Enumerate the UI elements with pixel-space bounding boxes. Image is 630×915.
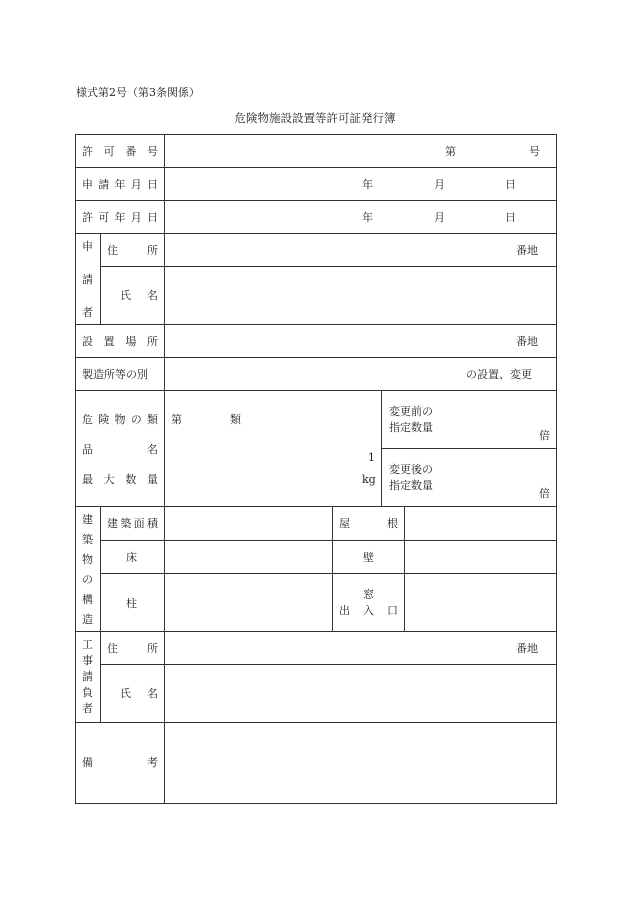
before-quantity-label-2: 指定数量 [389, 421, 433, 434]
building-label-4: の [82, 573, 93, 586]
permit-number-label: 許 可 番 号 [82, 145, 158, 158]
contractor-label-5: 者 [82, 702, 93, 715]
applicant-address-suffix: 番地 [516, 244, 538, 257]
wall-label: 壁 [363, 551, 374, 564]
permit-number-go: 号 [529, 145, 540, 158]
contractor-label-3: 請 [82, 670, 93, 683]
applicant-label-1: 申 [82, 240, 93, 253]
application-month: 月 [434, 178, 445, 191]
applicant-label-3: 者 [82, 306, 93, 319]
hazmat-dai: 第 [171, 413, 182, 426]
floor-area-label: 建 築 面 積 [107, 517, 158, 530]
page-title: 危険物施設設置等許可証発行簿 [234, 111, 396, 125]
building-label-2: 築 [82, 533, 93, 546]
hazmat-max-label: 最 大 数 量 [82, 473, 158, 486]
contractor-label-4: 負 [82, 686, 93, 699]
application-year: 年 [362, 178, 373, 191]
applicant-name-label: 氏 名 [120, 289, 158, 302]
building-label-3: 物 [82, 553, 93, 566]
building-label-1: 建 [82, 513, 93, 526]
permit-day: 日 [505, 211, 516, 224]
window-label: 窓 [363, 588, 374, 601]
before-quantity-unit: 倍 [539, 429, 550, 442]
pillar-label: 柱 [126, 597, 137, 610]
after-quantity-unit: 倍 [539, 487, 550, 500]
permit-date-label: 許 可 年 月 日 [82, 211, 158, 224]
application-date-label: 申 請 年 月 日 [82, 178, 158, 191]
hazmat-item-label: 品 名 [82, 443, 158, 456]
applicant-label-2: 請 [82, 273, 93, 286]
permit-year: 年 [362, 211, 373, 224]
floor-label: 床 [126, 551, 137, 564]
application-day: 日 [505, 178, 516, 191]
contractor-name-label: 氏 名 [120, 687, 158, 700]
after-quantity-label-1: 変更後の [389, 463, 433, 476]
building-label-6: 造 [82, 613, 93, 626]
hazmat-kg: kg [362, 473, 376, 486]
hazmat-class-label: 危 険 物 の 類 [82, 413, 158, 426]
before-quantity-label-1: 変更前の [389, 405, 433, 418]
permit-number-dai: 第 [445, 145, 456, 158]
after-quantity-label-2: 指定数量 [389, 479, 433, 492]
location-label: 設 置 場 所 [82, 335, 158, 348]
form-number: 様式第2号（第3条関係） [76, 86, 200, 99]
hazmat-rui: 類 [230, 413, 241, 426]
remarks-label: 備 考 [82, 756, 158, 769]
hazmat-one: 1 [368, 451, 375, 464]
building-label-5: 構 [82, 593, 93, 606]
entrance-label: 出 入 口 [339, 604, 398, 617]
contractor-address-label: 住 所 [107, 642, 158, 655]
permit-month: 月 [434, 211, 445, 224]
facility-type-suffix: の設置、変更 [466, 368, 532, 381]
contractor-address-suffix: 番地 [516, 642, 538, 655]
contractor-label-1: 工 [82, 638, 93, 651]
location-suffix: 番地 [516, 335, 538, 348]
contractor-label-2: 事 [82, 654, 93, 667]
applicant-address-label: 住 所 [107, 244, 158, 257]
facility-type-label: 製造所等の別 [82, 368, 148, 381]
roof-label: 屋 根 [339, 517, 398, 530]
